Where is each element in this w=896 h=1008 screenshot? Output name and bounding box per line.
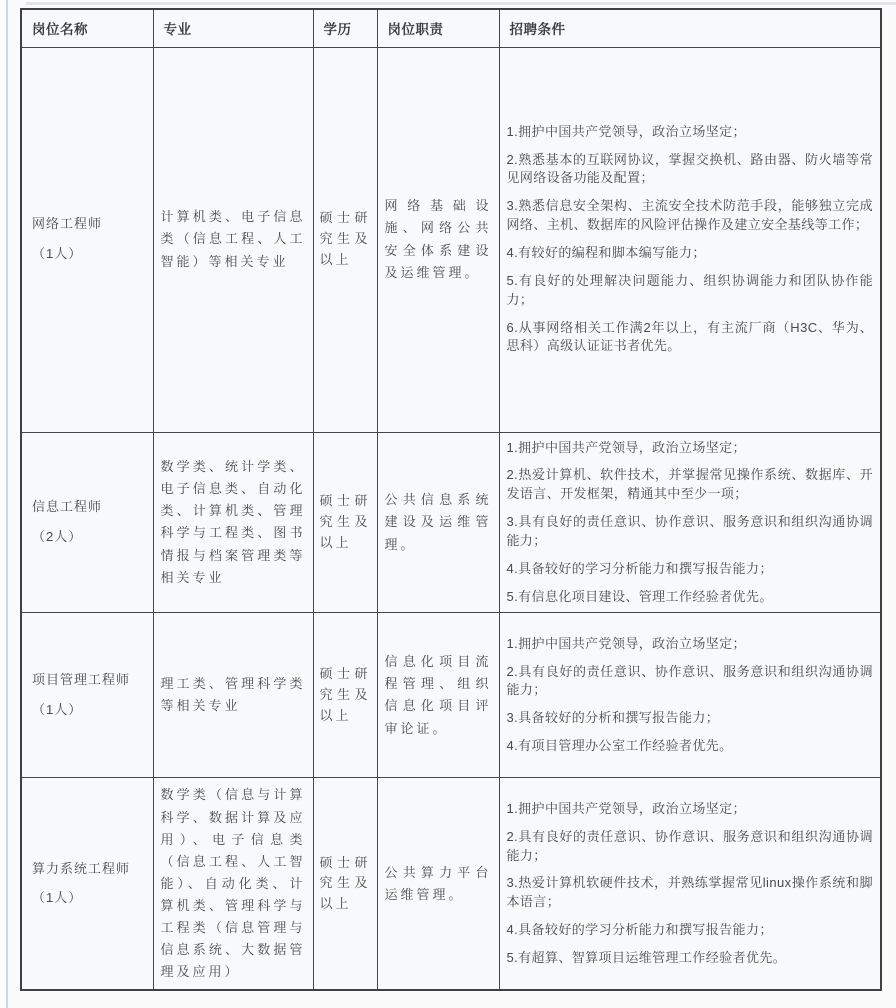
condition-item: 6.从事网络相关工作满2年以上，有主流厂商（H3C、华为、思科）高级认证证书者优先。: [506, 319, 873, 354]
condition-item: 1.拥护中国共产党领导，政治立场坚定；: [506, 800, 746, 816]
page-top-edge-line: [26, 2, 896, 5]
condition-item: 4.具备较好的学习分析能力和撰写报告能力；: [506, 922, 773, 938]
education-cell: 硕士研究生及以上: [313, 613, 377, 778]
education-cell: 硕士研究生及以上: [313, 432, 377, 613]
table-row-computing-system-engineer: [21, 778, 881, 990]
condition-item: 1.拥护中国共产党领导，政治立场坚定；: [506, 123, 746, 139]
condition-item: 3.具有良好的责任意识、协作意识、服务意识和组织沟通协调能力；: [506, 514, 873, 548]
duty-cell: 网络基础设施、网络公共安全体系建设及运维管理。: [377, 47, 499, 432]
condition-item: 4.有较好的编程和脚本编写能力；: [506, 245, 706, 260]
conditions-cell: [499, 778, 881, 990]
column-header-conditions: 招聘条件: [499, 9, 881, 47]
condition-item: 1.拥护中国共产党领导，政治立场坚定；: [506, 635, 746, 651]
condition-item: 3.热爱计算机软硬件技术，并熟练掌握常见linux操作系统和脚本语言；: [506, 875, 873, 910]
position-cell: [21, 47, 153, 432]
duty-cell: 信息化项目流程管理、组织信息化项目评审论证。: [377, 613, 499, 778]
conditions-cell: [499, 432, 881, 613]
position-title: 信息工程师: [32, 499, 103, 515]
major-cell: 理工类、管理科学类等相关专业: [153, 613, 313, 778]
position-title: 项目管理工程师: [32, 672, 131, 688]
conditions-cell: [499, 613, 881, 778]
education-cell: 硕士研究生及以上: [313, 47, 377, 432]
condition-item: 3.具备较好的分析和撰写报告能力；: [506, 710, 720, 726]
major-cell: 数学类、统计学类、电子信息类、自动化类、计算机类、管理科学与工程类、图书情报与档案管理类等相关专业: [153, 432, 313, 613]
duty-cell: 公共算力平台运维管理。: [377, 778, 499, 990]
column-header-position: 岗位名称: [21, 9, 153, 47]
condition-item: 2.熟悉基本的互联网协议，掌握交换机、路由器、防火墙等常见网络设备功能及配置；: [506, 151, 873, 186]
position-title: 网络工程师: [32, 216, 103, 232]
table-row-network-engineer: [21, 47, 881, 432]
position-title: 算力系统工程师: [32, 860, 131, 876]
recruitment-table: [20, 8, 882, 991]
table-row-information-engineer: [21, 432, 881, 613]
position-headcount: （1人）: [32, 701, 83, 717]
condition-item: 3.熟悉信息安全架构、主流安全技术防范手段，能够独立完成网络、主机、数据库的风险评估操作及建立安全基线等工作；: [506, 198, 873, 233]
position-cell: [21, 778, 153, 990]
position-headcount: （1人）: [32, 246, 83, 261]
duty-cell: 公共信息系统建设及运维管理。: [377, 432, 499, 613]
column-header-duty: 岗位职责: [377, 9, 499, 47]
condition-item: 2.热爱计算机、软件技术，并掌握常见操作系统、数据库、开发语言、开发框架，精通其中至少一项；: [506, 467, 873, 502]
condition-item: 5.有超算、智算项目运维管理工作经验者优先。: [506, 949, 787, 965]
education-cell: 硕士研究生及以上: [313, 778, 377, 990]
table-row-project-management-engineer: [21, 613, 881, 778]
column-header-education: 学历: [313, 9, 377, 47]
condition-item: 5.有信息化项目建设、管理工作经验者优先。: [506, 588, 773, 604]
condition-item: 2.具有良好的责任意识、协作意识、服务意识和组织沟通协调能力；: [506, 663, 873, 698]
page-left-edge-line: [6, 0, 8, 1008]
condition-item: 2.具有良好的责任意识、协作意识、服务意识和组织沟通协调能力；: [506, 828, 873, 863]
position-cell: [21, 432, 153, 613]
major-cell: 数学类（信息与计算科学、数据计算及应用）、电子信息类（信息工程、人工智能）、自动化类、计算机类、管理科学与工程类（信息管理与信息系统、大数据管理及应用）: [153, 778, 313, 990]
condition-item: 4.具备较好的学习分析能力和撰写报告能力；: [506, 560, 773, 576]
condition-item: 5.有良好的处理解决问题能力、组织协调能力和团队协作能力；: [506, 272, 873, 307]
condition-item: 4.有项目管理办公室工作经验者优先。: [506, 738, 733, 754]
position-cell: [21, 613, 153, 778]
column-header-major: 专业: [153, 9, 313, 47]
condition-item: 1.拥护中国共产党领导，政治立场坚定；: [506, 439, 746, 455]
position-headcount: （1人）: [32, 890, 83, 906]
position-headcount: （2人）: [32, 528, 83, 544]
conditions-cell: [499, 47, 881, 432]
major-cell: 计算机类、电子信息类（信息工程、人工智能）等相关专业: [153, 47, 313, 432]
table-header-row: [21, 9, 881, 47]
